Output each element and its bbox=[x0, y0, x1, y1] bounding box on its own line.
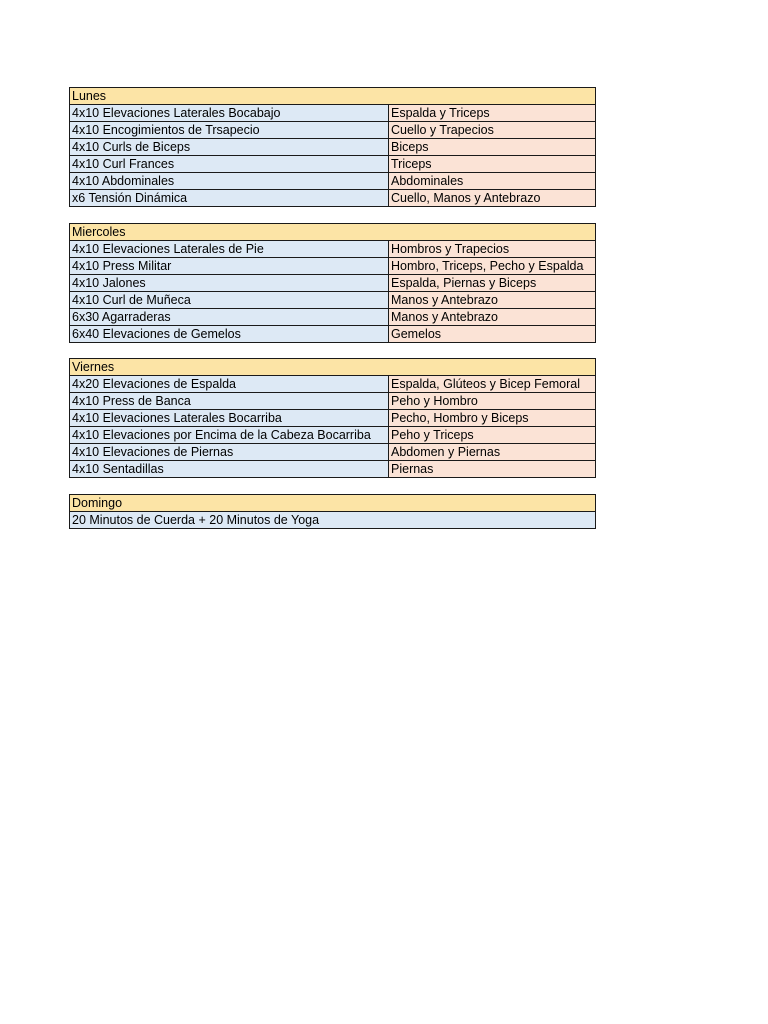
table-row bbox=[70, 410, 596, 427]
section-gap bbox=[69, 207, 595, 223]
table-row bbox=[70, 258, 596, 275]
exercise-cell: 6x40 Elevaciones de Gemelos bbox=[70, 326, 389, 343]
exercise-cell: 4x10 Curls de Biceps bbox=[70, 139, 389, 156]
exercise-cell: 4x10 Curl de Muñeca bbox=[70, 292, 389, 309]
table-row bbox=[70, 393, 596, 410]
day-title-domingo: Domingo bbox=[70, 495, 596, 512]
table-row bbox=[70, 275, 596, 292]
table-row bbox=[70, 427, 596, 444]
table-row bbox=[70, 444, 596, 461]
day-table-lunes bbox=[69, 87, 596, 207]
table-row bbox=[70, 376, 596, 393]
muscle-cell: Biceps bbox=[389, 139, 596, 156]
day-table-miercoles bbox=[69, 223, 596, 343]
day-table-domingo bbox=[69, 494, 596, 529]
section-gap bbox=[69, 478, 595, 494]
table-row bbox=[70, 241, 596, 258]
day-header-row bbox=[70, 495, 596, 512]
exercise-cell: 4x10 Elevaciones por Encima de la Cabeza Bocarriba bbox=[70, 427, 389, 444]
exercise-cell: 4x10 Press Militar bbox=[70, 258, 389, 275]
muscle-cell: Cuello, Manos y Antebrazo bbox=[389, 190, 596, 207]
exercise-cell: 4x10 Elevaciones Laterales Bocarriba bbox=[70, 410, 389, 427]
exercise-cell: 4x10 Press de Banca bbox=[70, 393, 389, 410]
table-row bbox=[70, 156, 596, 173]
table-row bbox=[70, 292, 596, 309]
muscle-cell: Abdominales bbox=[389, 173, 596, 190]
table-row bbox=[70, 512, 596, 529]
exercise-cell: 4x10 Jalones bbox=[70, 275, 389, 292]
exercise-cell: 4x10 Elevaciones Laterales de Pie bbox=[70, 241, 389, 258]
day-title-viernes: Viernes bbox=[70, 359, 596, 376]
muscle-cell: Espalda y Triceps bbox=[389, 105, 596, 122]
section-gap bbox=[69, 343, 595, 358]
activity-cell: 20 Minutos de Cuerda + 20 Minutos de Yoga bbox=[70, 512, 596, 529]
day-header-row bbox=[70, 359, 596, 376]
exercise-cell: 4x10 Abdominales bbox=[70, 173, 389, 190]
muscle-cell: Pecho, Hombro y Biceps bbox=[389, 410, 596, 427]
muscle-cell: Gemelos bbox=[389, 326, 596, 343]
muscle-cell: Manos y Antebrazo bbox=[389, 309, 596, 326]
muscle-cell: Espalda, Glúteos y Bicep Femoral bbox=[389, 376, 596, 393]
table-row bbox=[70, 105, 596, 122]
day-header-row bbox=[70, 88, 596, 105]
muscle-cell: Peho y Triceps bbox=[389, 427, 596, 444]
table-row bbox=[70, 139, 596, 156]
muscle-cell: Hombros y Trapecios bbox=[389, 241, 596, 258]
exercise-cell: 4x10 Encogimientos de Trsapecio bbox=[70, 122, 389, 139]
exercise-cell: 4x10 Elevaciones Laterales Bocabajo bbox=[70, 105, 389, 122]
table-row bbox=[70, 173, 596, 190]
muscle-cell: Espalda, Piernas y Biceps bbox=[389, 275, 596, 292]
exercise-cell: 4x10 Curl Frances bbox=[70, 156, 389, 173]
exercise-cell: 4x20 Elevaciones de Espalda bbox=[70, 376, 389, 393]
muscle-cell: Triceps bbox=[389, 156, 596, 173]
day-title-lunes: Lunes bbox=[70, 88, 596, 105]
exercise-cell: x6 Tensión Dinámica bbox=[70, 190, 389, 207]
day-title-miercoles: Miercoles bbox=[70, 224, 596, 241]
muscle-cell: Manos y Antebrazo bbox=[389, 292, 596, 309]
exercise-cell: 4x10 Elevaciones de Piernas bbox=[70, 444, 389, 461]
table-row bbox=[70, 190, 596, 207]
table-row bbox=[70, 326, 596, 343]
muscle-cell: Peho y Hombro bbox=[389, 393, 596, 410]
day-table-viernes bbox=[69, 358, 596, 478]
exercise-cell: 6x30 Agarraderas bbox=[70, 309, 389, 326]
muscle-cell: Cuello y Trapecios bbox=[389, 122, 596, 139]
muscle-cell: Hombro, Triceps, Pecho y Espalda bbox=[389, 258, 596, 275]
workout-sheet bbox=[69, 87, 595, 529]
exercise-cell: 4x10 Sentadillas bbox=[70, 461, 389, 478]
muscle-cell: Abdomen y Piernas bbox=[389, 444, 596, 461]
table-row bbox=[70, 461, 596, 478]
table-row bbox=[70, 122, 596, 139]
day-header-row bbox=[70, 224, 596, 241]
muscle-cell: Piernas bbox=[389, 461, 596, 478]
table-row bbox=[70, 309, 596, 326]
